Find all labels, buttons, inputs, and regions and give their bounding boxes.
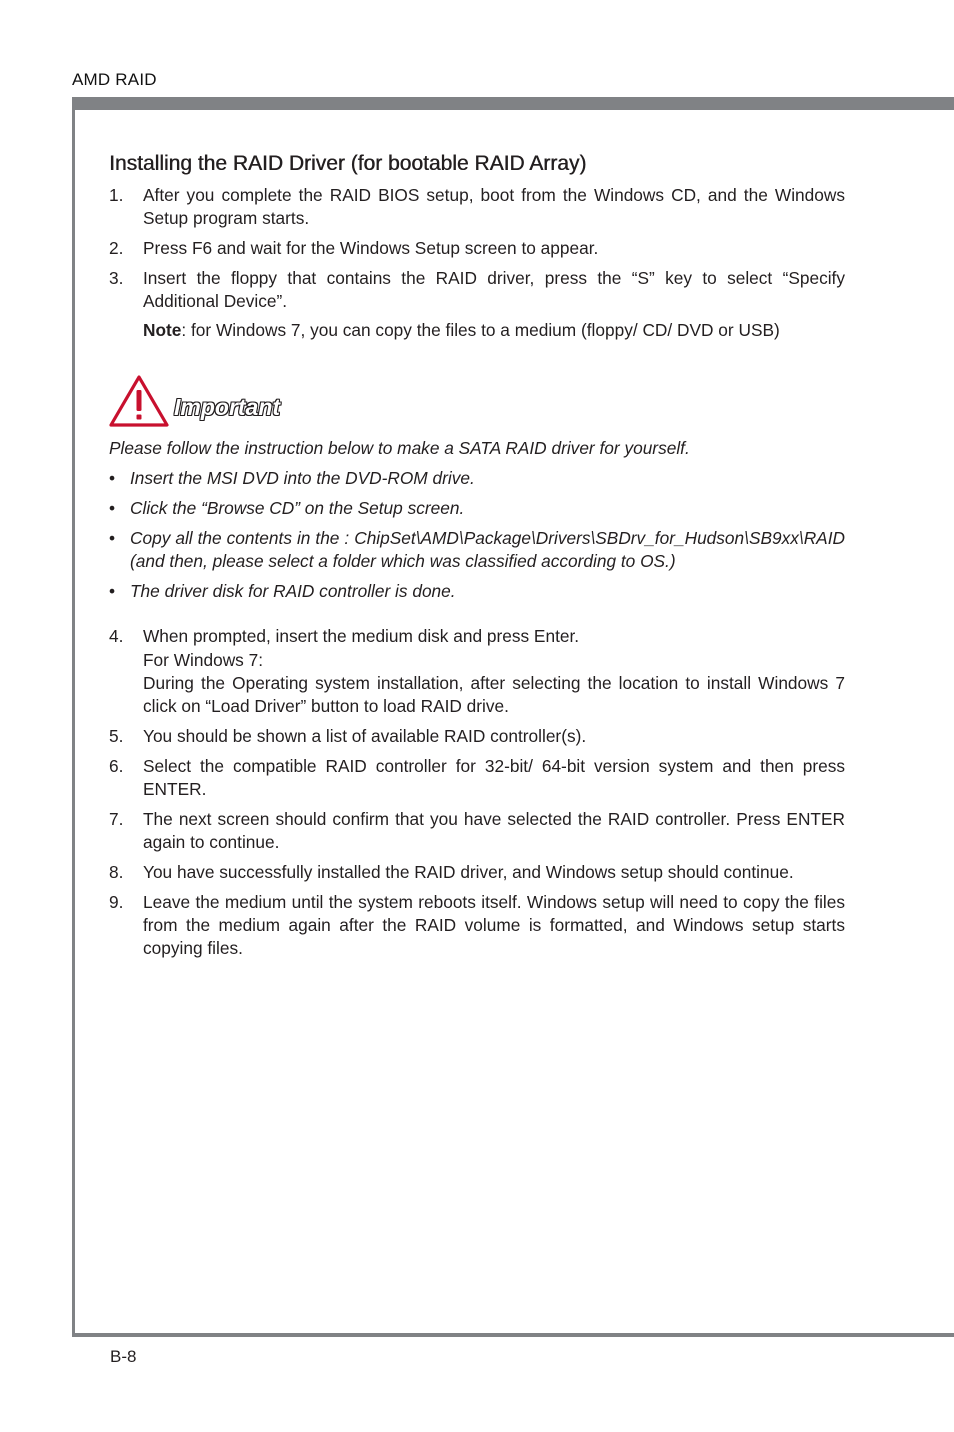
sub-title: For Windows 7: (143, 650, 264, 670)
sub-text: During the Operating system installation, after selecting the location to install Windows 7 click on “Load Driver” button to load RAID drive. (143, 673, 845, 716)
spacer (109, 610, 845, 625)
bullet-item (109, 497, 845, 520)
step-item (109, 267, 845, 313)
steps-list-first (109, 184, 845, 342)
important-bullet-list (109, 467, 845, 603)
step-item (109, 891, 845, 960)
note-text: : for Windows 7, you can copy the files to a medium (floppy/ CD/ DVD or USB) (181, 320, 780, 340)
step-text: You have successfully installed the RAID driver, and Windows setup should continue. (143, 862, 794, 882)
left-page-rule (72, 97, 75, 1337)
step-number: 9. (109, 892, 124, 912)
step-text: Leave the medium until the system reboots itself. Windows setup will need to copy the files from the medium again after the RAID volume is formatted, and Windows setup starts copying files. (143, 892, 845, 958)
bullet-icon: • (109, 581, 116, 601)
step-number: 4. (109, 626, 124, 646)
step-item (109, 755, 845, 801)
step-number: 6. (109, 756, 124, 776)
step-text: You should be shown a list of available RAID controller(s). (143, 726, 587, 746)
bottom-page-rule (72, 1333, 954, 1337)
section-title: Installing the RAID Driver (for bootable RAID Array) (109, 152, 587, 175)
note-paragraph (109, 319, 845, 342)
step-number: 2. (109, 238, 124, 258)
step-item (109, 725, 845, 748)
important-intro: Please follow the instruction below to make a SATA RAID driver for yourself. (109, 438, 690, 458)
bullet-text: Insert the MSI DVD into the DVD-ROM drive. (130, 468, 475, 488)
page-number: B-8 (110, 1347, 137, 1366)
step-text: After you complete the RAID BIOS setup, boot from the Windows CD, and the Windows Setup program starts. (143, 185, 845, 228)
step-number: 1. (109, 185, 124, 205)
bullet-text: Click the “Browse CD” on the Setup screen. (130, 498, 465, 518)
important-heading (109, 373, 845, 429)
step-text: Select the compatible RAID controller for 32-bit/ 64-bit version system and then press ENTER. (143, 756, 845, 799)
page-content (109, 150, 845, 967)
step-item (109, 625, 845, 648)
bullet-text: The driver disk for RAID controller is done. (130, 581, 456, 601)
important-title: Important (174, 393, 281, 420)
step-text: The next screen should confirm that you have selected the RAID controller. Press ENTER again to continue. (143, 809, 845, 852)
step-text: Insert the floppy that contains the RAID driver, press the “S” key to select “Specify Additional Device”. (143, 268, 845, 311)
header-bar (72, 97, 954, 110)
bullet-text: Copy all the contents in the : ChipSet\AMD\Package\Drivers\SBDrv_for_Hudson\SB9xx\RAID (and then, please select a folder which was classified according to OS.) (130, 528, 845, 571)
step-item (109, 861, 845, 884)
step-number: 5. (109, 726, 124, 746)
note-label: Note (143, 320, 182, 340)
steps-list-last (109, 625, 845, 960)
bullet-item (109, 527, 845, 573)
step-item (109, 184, 845, 230)
chapter-header: AMD RAID (72, 70, 157, 89)
bullet-item (109, 580, 845, 603)
bullet-icon: • (109, 468, 116, 488)
step-item (109, 808, 845, 854)
step-number: 3. (109, 268, 124, 288)
step-number: 8. (109, 862, 124, 882)
warning-triangle-icon (108, 374, 170, 428)
step-sub-paragraph (143, 649, 845, 718)
bullet-item (109, 467, 845, 490)
step-item (109, 237, 845, 260)
step-text: Press F6 and wait for the Windows Setup screen to appear. (143, 238, 599, 258)
bullet-icon: • (109, 528, 116, 548)
step-text: When prompted, insert the medium disk and press Enter. (143, 626, 580, 646)
step-number: 7. (109, 809, 124, 829)
bullet-icon: • (109, 498, 116, 518)
